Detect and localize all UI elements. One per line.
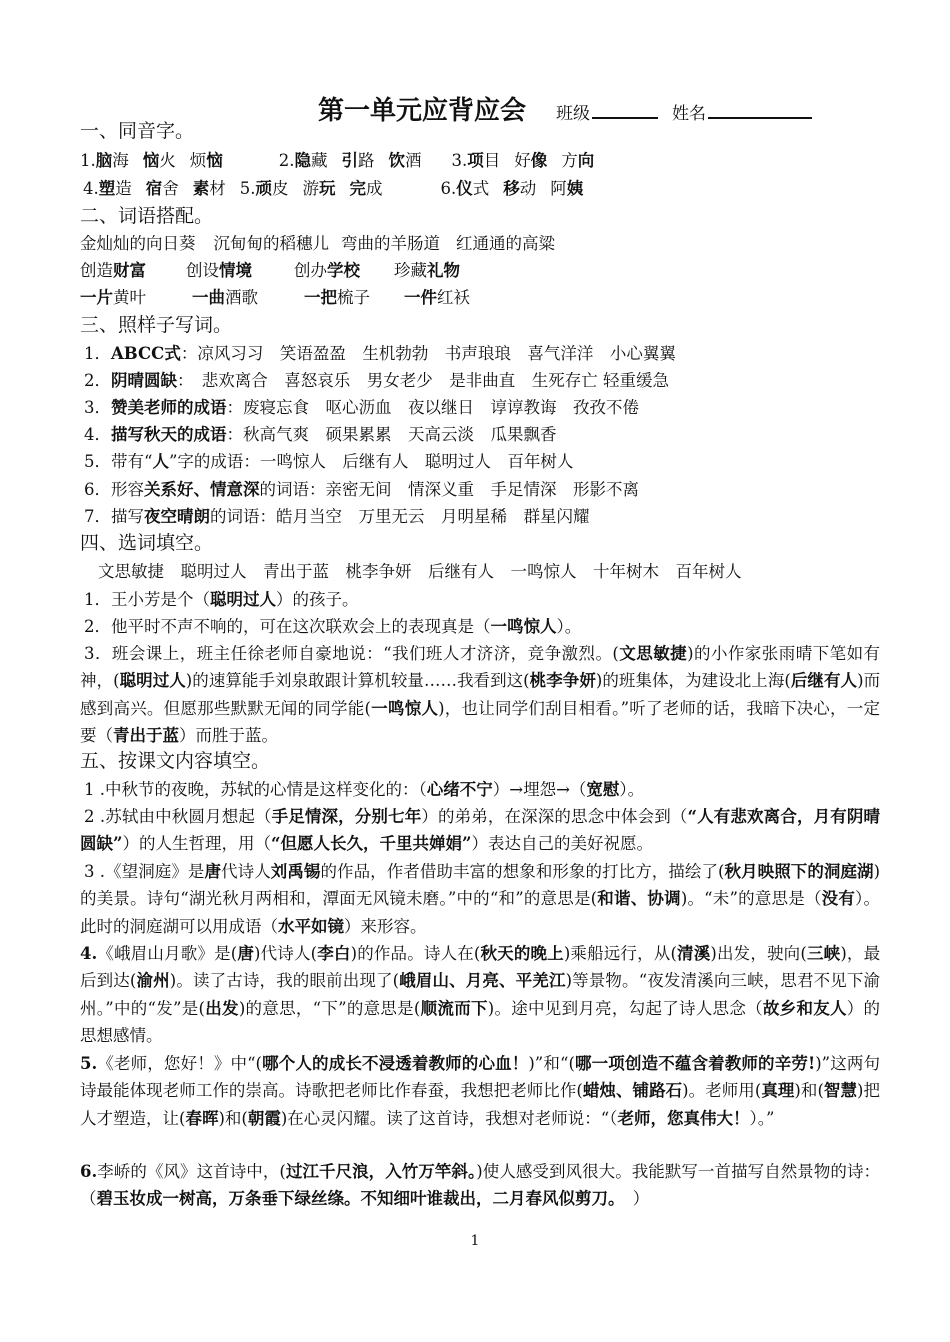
answer: 出发	[204, 998, 239, 1018]
phrase: 沉甸甸的稻穗儿	[213, 234, 329, 253]
homophone-char: 移	[503, 179, 520, 198]
item-number: 1.	[80, 151, 96, 170]
pattern-line-6	[84, 476, 884, 503]
homophone-char: 恼	[206, 151, 223, 170]
answer: 秋天的晚上	[480, 944, 564, 963]
word-char: 动	[519, 179, 537, 198]
pattern-label: ABCC式	[111, 344, 181, 363]
question-text: ）→埋怨→（	[492, 780, 587, 799]
answer: “人有悲欢离合，月有阴晴圆缺”	[80, 807, 880, 854]
item-number: 3.	[451, 151, 468, 170]
homophone-char: 项	[467, 151, 484, 170]
homophone-char: 塑	[98, 179, 116, 198]
label-text: 形容	[111, 480, 144, 499]
pattern-line-5	[84, 448, 884, 475]
word-char: 成	[366, 179, 383, 198]
answer: 手足情深，分别七年	[271, 807, 422, 826]
class-label: 班级	[556, 104, 591, 124]
measure-word: 一把	[304, 288, 337, 307]
item-number: 4.	[80, 944, 98, 963]
question-text: )在心灵闪耀。读了这首诗，我想对老师说：“（	[280, 1108, 618, 1128]
colon: ：	[226, 398, 243, 417]
word-char: 材	[209, 179, 226, 198]
item-number: 2.	[278, 151, 295, 170]
label-bold: 夜空晴朗	[144, 507, 210, 526]
answer: 朝霞	[247, 1108, 281, 1128]
class-blank	[592, 103, 658, 119]
content-item-1	[84, 776, 884, 803]
verb: 创办	[294, 261, 327, 280]
label-text: 带有“	[111, 452, 153, 471]
word-list: 一鸣惊人 后继有人 聪明过人 百年树人	[259, 452, 574, 471]
content-item-6	[80, 1158, 880, 1213]
pattern-line-4	[84, 421, 884, 448]
fill-question-1	[84, 586, 884, 613]
homophone-char: 姨	[566, 179, 584, 198]
answer: 三峡	[806, 944, 841, 963]
item-number: 6.	[440, 179, 457, 198]
section-2-heading: 二、词语搭配。	[80, 205, 214, 227]
pattern-line-1	[84, 340, 884, 367]
answer: 青出于蓝	[113, 725, 179, 745]
noun: 酒歌	[225, 288, 258, 307]
phrase: 红通通的高粱	[456, 234, 555, 253]
answer: 李白	[317, 944, 351, 963]
question-text: ）。	[619, 780, 645, 799]
answer: 刘禹锡	[270, 862, 321, 881]
pattern-line-3	[84, 394, 884, 421]
word-char: 好	[514, 151, 531, 170]
homophone-char: 仪	[456, 179, 473, 198]
item-number: 2．	[84, 371, 111, 390]
question-text: 3 .《望洞庭》是	[84, 862, 205, 881]
question-text: ）的弟弟，在深深的思念中体会到（	[421, 807, 688, 826]
answer: 心绪不宁	[426, 780, 493, 799]
word-list: 亲密无间 情深义重 手足情深 形影不离	[325, 480, 639, 499]
question-text: ）的人生哲理，用（	[122, 834, 271, 854]
noun: 情境	[219, 261, 252, 280]
word-char: 藏	[311, 151, 328, 170]
word-list: 凉风习习 笑语盈盈 生机勃勃 书声琅琅 喜气洋洋 小心翼翼	[197, 344, 676, 363]
word-char: 火	[159, 151, 176, 170]
word-char: 阿	[550, 179, 567, 198]
fill-question-2	[84, 613, 884, 640]
answer: 唐	[237, 944, 255, 963]
question-text: )代诗人(	[254, 944, 318, 963]
section-1-heading: 一、同音字。	[80, 120, 195, 142]
homophone-char: 宿	[145, 179, 163, 198]
question-text: )乘船远行，从(	[563, 944, 677, 963]
noun: 财富	[113, 261, 146, 280]
pattern-line-7	[84, 503, 884, 530]
question-text: 王小芳是个（	[111, 590, 210, 609]
question-text: 李峤的《风》这首诗中，(	[97, 1162, 286, 1181]
question-text: ）而胜于蓝。	[179, 725, 278, 745]
word-char: 方	[561, 151, 578, 170]
item-number: 6.	[80, 1162, 98, 1181]
question-text: 他平时不声不响的，可在这次联欢会上的表现真是（	[111, 617, 491, 636]
label-bold: 人	[152, 452, 169, 471]
item-number: 1．	[84, 590, 111, 609]
question-text: ）的孩子。	[276, 590, 359, 609]
item-number: 2．	[84, 617, 111, 636]
word-list: 悲欢离合 喜怒哀乐 男女老少 是非曲直 生死存亡 轻重缓急	[201, 371, 669, 390]
pattern-line-2	[84, 367, 884, 394]
question-text: 1 .中秋节的夜晚，苏轼的心情是这样变化的：（	[84, 780, 427, 799]
page-title: 第一单元应背应会	[318, 96, 527, 126]
word-char: 目	[483, 151, 501, 170]
noun: 礼物	[427, 261, 460, 280]
question-text: ）。此时的洞庭湖可以用成语（	[80, 889, 880, 936]
answer: 水平如镜	[278, 916, 344, 936]
answer: 宽慰	[586, 780, 620, 799]
noun: 黄叶	[113, 288, 146, 307]
item-number: 1．	[84, 344, 111, 363]
item-number: 5.	[80, 1054, 98, 1073]
question-text: )。途中见到月亮，勾起了诗人思念（	[487, 998, 763, 1018]
label-text: 描写	[111, 507, 144, 526]
question-text: ）。”	[749, 1108, 775, 1128]
question-text: ）的思想感情。	[80, 998, 881, 1045]
content-item-2	[80, 803, 880, 858]
word-char: 烦	[189, 151, 207, 170]
answer: 一鸣惊人	[490, 617, 557, 636]
question-text: ）来形容。	[344, 916, 427, 936]
homophone-char: 向	[577, 151, 595, 170]
homophone-char: 像	[530, 151, 548, 170]
answer: 智慧	[823, 1081, 858, 1101]
answer: “但愿人长久，千里共婵娟”	[271, 834, 472, 854]
answer: 清溪	[676, 944, 711, 963]
colon: ：	[177, 371, 202, 390]
word-list: 废寝忘食 呕心沥血 夜以继日 谆谆教诲 孜孜不倦	[243, 398, 639, 417]
phrase-row-3	[80, 284, 880, 311]
section-4-heading: 四、选词填空。	[80, 532, 214, 554]
question-text: ）表达自己的美好祝愿。	[471, 834, 653, 854]
question-text: )的美景。诗句“湖光秋月两相和，潭面无风镜未磨。”中的“和”的意思是(	[80, 862, 881, 909]
question-text: )和(	[218, 1108, 248, 1128]
item-number: 6．	[84, 480, 111, 499]
noun: 梳子	[337, 288, 370, 307]
answer: 唐	[204, 862, 222, 881]
question-text: )。老师用(	[682, 1081, 762, 1101]
answer: 峨眉山、月亮、平羌江	[399, 971, 566, 991]
answer: 一鸣惊人	[370, 698, 439, 718]
homophone-row-2	[83, 175, 883, 202]
name-label: 姓名	[672, 104, 707, 124]
answer: 故乡和友人	[762, 998, 847, 1018]
question-text: )的意思，“下”的意思是(	[238, 998, 421, 1018]
item-number: 5．	[84, 452, 111, 471]
label-text: ”字的成语：	[168, 452, 260, 471]
question-text: )”和“(	[528, 1054, 575, 1073]
answer: 和谐、协调	[597, 889, 681, 909]
word-char: 式	[472, 179, 490, 198]
answer: 蜡烛、铺路石	[582, 1081, 683, 1101]
pattern-label: 描写秋天的成语	[111, 425, 227, 444]
content-item-3	[80, 858, 880, 940]
answer: 碧玉妆成一树高，万条垂下绿丝绦。不知细叶谁裁出，二月春风似剪刀。	[96, 1189, 617, 1209]
question-text: )的速算能手刘泉敢跟计算机较量……我看到这(	[185, 671, 530, 691]
word-bank: 文思敏捷 聪明过人 青出于蓝 桃李争妍 后继有人 一鸣惊人 十年树木 百年树人	[98, 562, 742, 581]
word-list: 秋高气爽 硕果累累 天高云淡 瓜果飘香	[243, 425, 557, 444]
answer: 后继有人	[790, 671, 858, 691]
phrase-row-2	[80, 257, 880, 284]
question-text: )”这两句诗最能体现老师工作的崇高。诗歌把老师比作春蚕，我想把老师比作(	[80, 1054, 881, 1101]
answer: 聪明过人	[210, 590, 276, 609]
answer: 老师，您真伟大！	[617, 1108, 750, 1128]
question-text: )。“未”的意思是（	[680, 889, 822, 909]
question-text: )的作品。诗人在(	[350, 944, 481, 963]
question-text: 的作品，作者借助丰富的想象和形象的打比方，描绘了(	[320, 862, 725, 881]
question-text: 3．班会课上，班主任徐老师自豪地说：“我们班人才济济，竞争激烈。(	[84, 644, 619, 663]
homophone-char: 饮	[388, 151, 405, 170]
word-char: 路	[358, 151, 375, 170]
answer: 秋月映照下的洞庭湖	[724, 862, 874, 881]
answer: 文思敏捷	[618, 644, 688, 663]
homophone-char: 隐	[294, 151, 311, 170]
homophone-char: 引	[341, 151, 358, 170]
word-char: 游	[302, 179, 319, 198]
answer: 过江千尺浪，入竹万竿斜。	[285, 1162, 477, 1181]
verb: 创造	[80, 261, 113, 280]
answer: 桃李争妍	[529, 671, 596, 691]
label-bold: 关系好、情意深	[144, 480, 260, 499]
question-text: )，最后到达(	[80, 944, 881, 991]
fill-question-3	[80, 640, 880, 749]
item-number: 4.	[83, 179, 99, 198]
question-text: ）	[616, 1189, 650, 1209]
homophone-char: 脑	[95, 151, 113, 170]
item-number: 7．	[84, 507, 111, 526]
question-text: )。读了古诗，我的眼前出现了(	[169, 971, 400, 991]
measure-word: 一件	[404, 288, 437, 307]
question-text: )把人才塑造，让(	[80, 1081, 881, 1128]
homophone-char: 玩	[319, 179, 336, 198]
measure-word: 一片	[80, 288, 113, 307]
question-text: ）。	[556, 617, 582, 636]
verb: 创设	[186, 261, 219, 280]
page-number: 1	[470, 1233, 480, 1249]
label-text: 的词语：	[210, 507, 276, 526]
question-text: )等景物。“夜发清溪向三峡，思君不见下渝州。”中的“发”是(	[80, 971, 881, 1018]
word-char: 造	[115, 179, 132, 198]
item-number: 3．	[84, 398, 111, 417]
word-list: 皓月当空 万里无云 月明星稀 群星闪耀	[276, 507, 590, 526]
answer: 顺流而下	[420, 998, 488, 1018]
answer: 哪个人的成长不浸透着教师的心血！	[262, 1054, 529, 1073]
phrase-row-1	[80, 230, 880, 257]
homophone-row-1	[80, 147, 880, 174]
answer: 哪一项创造不蕴含着教师的辛劳!	[574, 1054, 816, 1073]
answer: 没有	[821, 889, 856, 909]
section-5-heading: 五、按课文内容填空。	[80, 750, 271, 772]
question-text: 2 .苏轼由中秋圆月想起（	[84, 807, 272, 826]
homophone-char: 顽	[255, 179, 272, 198]
word-char: 舍	[162, 179, 179, 198]
content-item-4	[80, 940, 880, 1049]
answer: 渝州	[136, 971, 170, 991]
question-text: 《老师，您好！》中“(	[97, 1054, 262, 1073]
homophone-char: 恼	[142, 151, 160, 170]
word-char: 海	[112, 151, 129, 170]
question-text: )而感到高兴。但愿那些默默无闻的同学能(	[80, 671, 881, 718]
word-char: 皮	[272, 179, 289, 198]
pattern-label: 阴晴圆缺	[111, 371, 177, 390]
noun: 学校	[327, 261, 360, 280]
item-number: 5.	[239, 179, 256, 198]
phrase: 金灿灿的向日葵	[80, 234, 196, 253]
phrase: 弯曲的羊肠道	[341, 234, 440, 253]
homophone-char: 完	[349, 179, 366, 198]
name-blank	[708, 103, 812, 119]
question-text: )和(	[794, 1081, 824, 1101]
pattern-label: 赞美老师的成语	[111, 398, 227, 417]
answer: 春晖	[185, 1108, 219, 1128]
measure-word: 一曲	[192, 288, 225, 307]
question-text: )，也让同学们刮目相看。”听了老师的话，我暗下决心，一定要（	[80, 698, 881, 745]
question-text: )使人感受到风很大。我能默写一首描写自然景物的诗：（	[80, 1162, 881, 1209]
colon: ：	[180, 344, 198, 363]
content-item-5	[80, 1050, 880, 1132]
section-3-heading: 三、照样子写词。	[80, 314, 233, 336]
verb: 珍藏	[394, 261, 427, 280]
question-text: 《峨眉山月歌》是(	[97, 944, 238, 963]
answer: 聪明过人	[119, 671, 186, 691]
question-text: )的小作家张雨晴下笔如有神，(	[80, 644, 881, 691]
homophone-char: 素	[192, 179, 210, 198]
word-char: 酒	[405, 151, 422, 170]
question-text: )的班集体，为建设北上海(	[595, 671, 791, 691]
item-number: 4．	[84, 425, 111, 444]
colon: ：	[226, 425, 243, 444]
noun: 红袄	[437, 288, 470, 307]
question-text: )出发，驶向(	[710, 944, 807, 963]
question-text: 代诗人	[221, 862, 271, 881]
answer: 真理	[761, 1081, 795, 1101]
label-text: 的词语：	[259, 480, 326, 499]
